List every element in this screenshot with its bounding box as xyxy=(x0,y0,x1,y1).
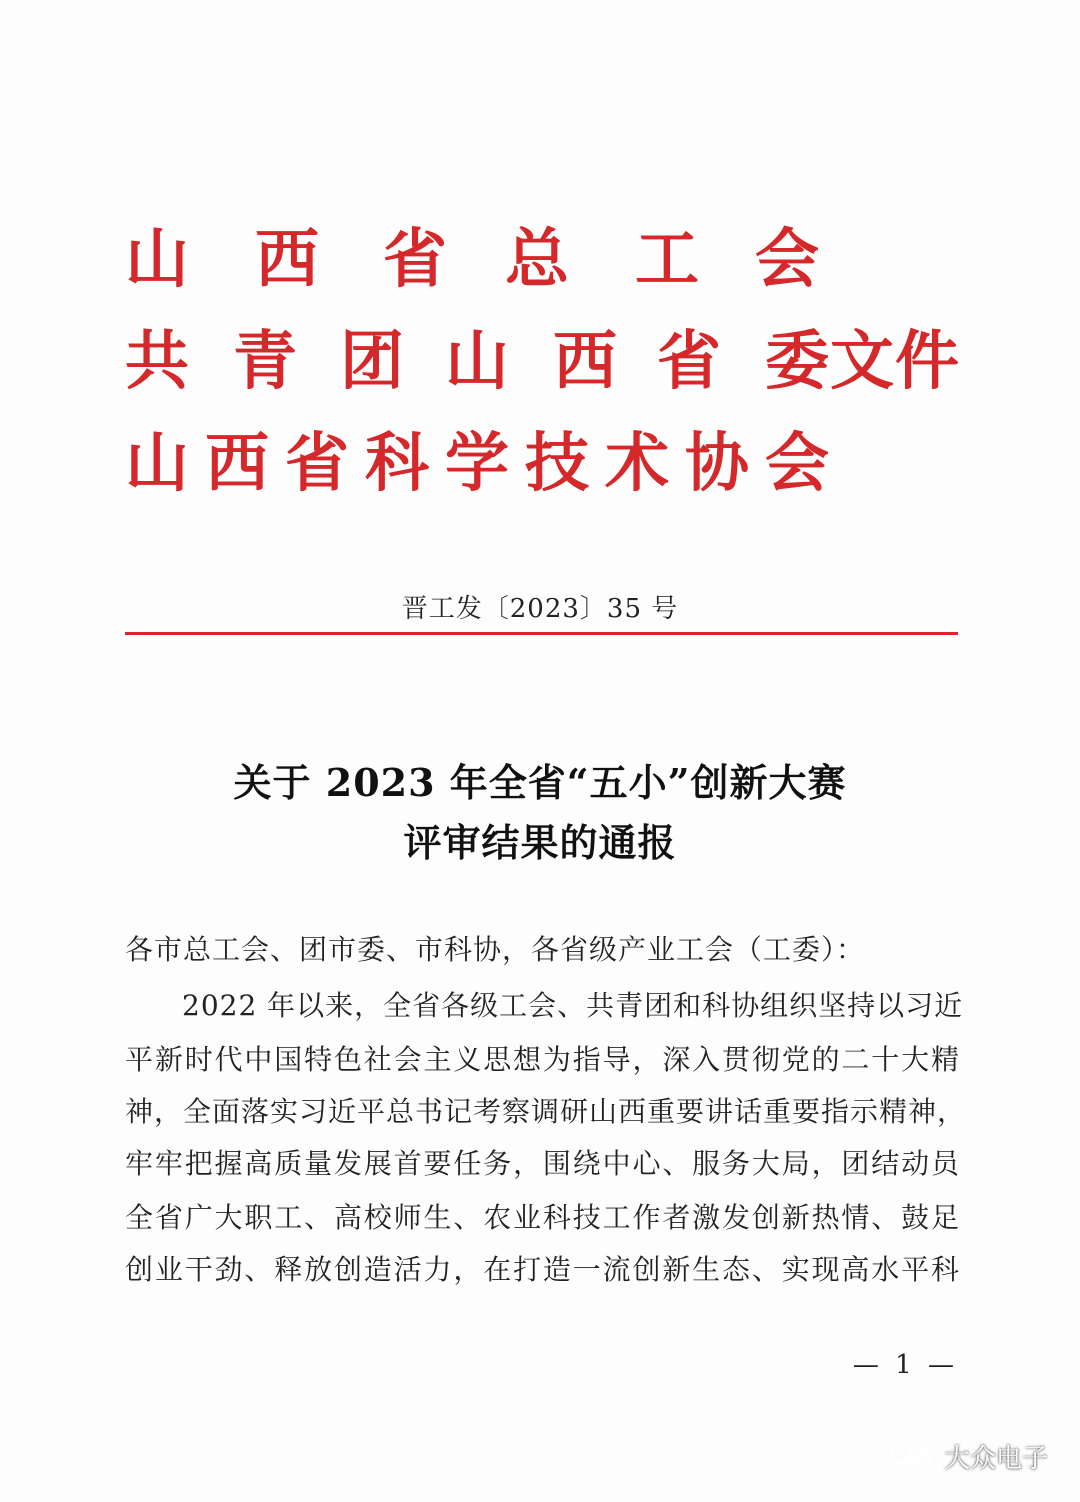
header-char: 西 xyxy=(205,427,269,501)
header-char: 省 xyxy=(657,325,721,399)
header-char: 团 xyxy=(340,325,404,399)
header-char: 会 xyxy=(755,223,819,297)
red-divider-line xyxy=(125,632,958,635)
document-title-line-2: 评审结果的通报 xyxy=(403,820,677,865)
header-char: 共 xyxy=(125,325,189,399)
header-char: 青 xyxy=(233,325,297,399)
header-char: 技 xyxy=(525,427,589,501)
header-char: 会 xyxy=(765,427,829,501)
wechat-icon xyxy=(888,1436,934,1476)
body-text-line: 创业干劲、释放创造活力，在打造一流创新生态、实现高水平科 xyxy=(125,1253,960,1286)
header-char: 省 xyxy=(383,223,447,297)
body-text-line: 牢牢把握高质量发展首要任务，围绕中心、服务大局，团结动员 xyxy=(125,1147,960,1180)
watermark-text: 大众电子 xyxy=(943,1443,1048,1474)
header-char: 科 xyxy=(365,427,429,501)
body-text-line: 平新时代中国特色社会主义思想为指导，深入贯彻党的二十大精 xyxy=(125,1043,960,1076)
header-char: 山 xyxy=(125,223,189,297)
recipients-line: 各市总工会、团市委、市科协，各省级产业工会（工委）： xyxy=(125,933,866,966)
header-char: 山 xyxy=(445,325,509,399)
page-number: — 1 — xyxy=(852,1350,958,1380)
header-char: 文 xyxy=(830,325,894,399)
body-text-line: 全省广大职工、高校师生、农业科技工作者激发创新热情、鼓足 xyxy=(125,1201,960,1234)
header-char: 西 xyxy=(553,325,617,399)
header-char: 山 xyxy=(125,427,189,501)
header-char: 委 xyxy=(765,325,829,399)
header-char: 西 xyxy=(255,223,319,297)
body-text-line: 2022 年以来，全省各级工会、共青团和科协组织坚持以习近 xyxy=(182,989,964,1022)
header-char: 学 xyxy=(445,427,509,501)
body-text-line: 神，全面落实习近平总书记考察调研山西重要讲话重要指示精神， xyxy=(125,1095,967,1128)
document-title-line-1: 关于 2023 年全省“五小”创新大赛 xyxy=(233,760,847,805)
header-char: 术 xyxy=(605,427,669,501)
header-char: 总 xyxy=(505,223,569,297)
document-number: 晋工发〔2023〕35 号 xyxy=(401,594,679,624)
header-char: 协 xyxy=(685,427,749,501)
header-char: 省 xyxy=(285,427,349,501)
source-watermark xyxy=(888,1436,1048,1476)
header-char: 件 xyxy=(895,325,959,399)
header-char: 工 xyxy=(635,223,699,297)
